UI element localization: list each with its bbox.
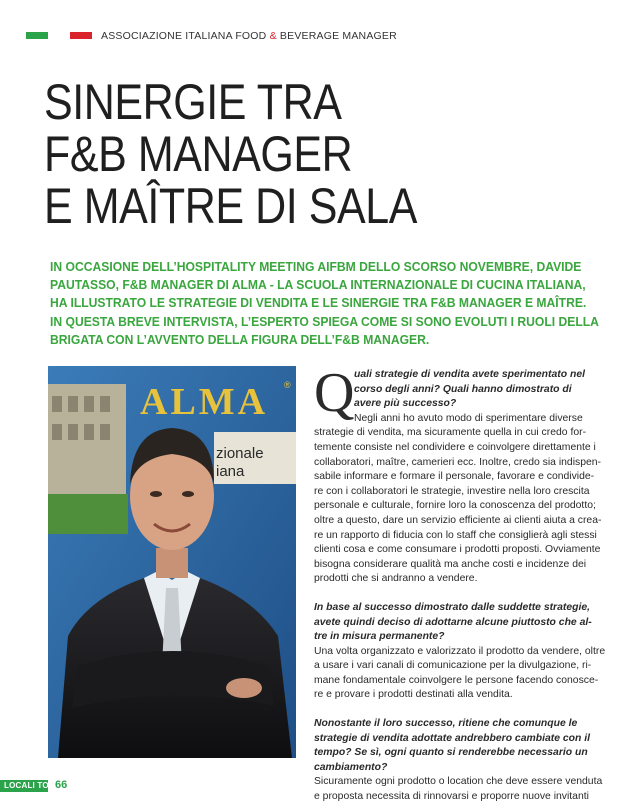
answer-line: e proposta necessita di rinnovarsi e proporre nuove invitanti [314,791,589,803]
headline-line: E MAÎTRE DI SALA [44,178,418,234]
answer-line: prodotti che si andranno a vendere. [314,573,478,585]
answer-line: re un rapporto di fiducia con lo staff che consiglierà agli stessi [314,529,597,541]
header-red-bar [70,32,92,39]
answer-line: collaboratori, maître, camerieri ecc. Inoltre, credo sia indispen- [314,456,602,468]
answer-line: oltre a questo, dare un servizio efficiente ai clienti aiuta a crea- [314,514,602,526]
answer-line: Negli anni ho avuto modo di sperimentare diverse [354,412,583,424]
portrait-photo [48,366,296,758]
intro-line: HA ILLUSTRATO LE STRATEGIE DI VENDITA E LE SINERGIE TRA F&B MANAGER E MAÎTRE. [50,295,587,311]
question-line: tempo? Se sì, ogni quanto si renderebbe necessario un [314,747,588,759]
article-intro [50,258,599,349]
footer-section-label: LOCALI TOP [4,781,55,790]
answer-line: Sicuramente ogni prodotto o location che deve essere venduta [314,776,603,788]
question-line: Nonostante il loro successo, ritiene che comunque le [314,718,578,730]
answer-line: bisogna considerare qualità ma anche costi e incidenze dei [314,558,587,570]
answer-line: re e provare i prodotti destinati alla vendita. [314,689,513,701]
question-line: avere più successo? [354,398,457,410]
svg-text:zionale: zionale [216,445,264,462]
answer-line: a usare i vari canali di comunicazione per la divulgazione, ri- [314,660,592,672]
article-headline [44,76,604,232]
answer-line: sabile informare e formare il personale, favorare e condivide- [314,471,595,483]
alma-sign: ALMA [140,381,269,423]
svg-text:®: ® [284,380,291,390]
headline-line: SINERGIE TRA [44,74,342,130]
answer-line: Una volta organizzato e valorizzato il prodotto da vendere, oltre [314,645,606,657]
association-name: ASSOCIAZIONE ITALIANA FOOD & BEVERAGE MANAGER [101,30,397,42]
intro-line: BRIGATA CON L’AVVENTO DELLA FIGURA DELL’F&B MANAGER. [50,331,430,347]
svg-text:iana: iana [216,463,245,480]
intro-line: IN QUESTA BREVE INTERVISTA, L’ESPERTO SPIEGA COME SI SONO EVOLUTI I RUOLI DELLA [50,313,599,329]
question-line: avete quindi deciso di adottarne alcune piuttosto che al- [314,616,592,628]
answer-line: strategie di vendita, ma sicuramente quella in cui credo for- [314,427,587,439]
dropcap: Q [314,362,355,424]
question-line: In base al successo dimostrato dalle suddette strategie, [314,601,591,613]
headline-line: F&B MANAGER [44,126,353,182]
article-body-column [314,362,606,805]
answer-line: re con i collaboratori le strategie, investire nella loro crescita [314,485,590,497]
question-line: tre in misura permanente? [314,631,445,643]
answer-line: mane fondamentale coinvolgere le persone facendo conosce- [314,674,599,686]
intro-line: IN OCCASIONE DELL’HOSPITALITY MEETING AIFBM DELLO SCORSO NOVEMBRE, DAVIDE [50,259,582,274]
question-line: uali strategie di vendita avete sperimentato nel [354,369,585,380]
question-line: corso degli anni? Quali hanno dimostrato di [354,383,572,395]
page-number: 66 [55,779,68,791]
question-line: strategie di vendita adottate andrebbero cambiate con il [314,732,590,744]
answer-line: temente consiste nel condividere e coinvolgere direttamente i [314,441,596,453]
question-line: cambiamento? [314,761,388,773]
intro-line: PAUTASSO, F&B MANAGER DI ALMA - LA SCUOLA INTERNAZIONALE DI CUCINA ITALIANA, [50,277,586,293]
answer-line: clienti cosa e come consumare i prodotti proposti. Ovviamente [314,544,601,556]
header-green-bar [26,32,48,39]
answer-line: personale e culturale, fornire loro la conoscenza del prodotto; [314,500,596,512]
